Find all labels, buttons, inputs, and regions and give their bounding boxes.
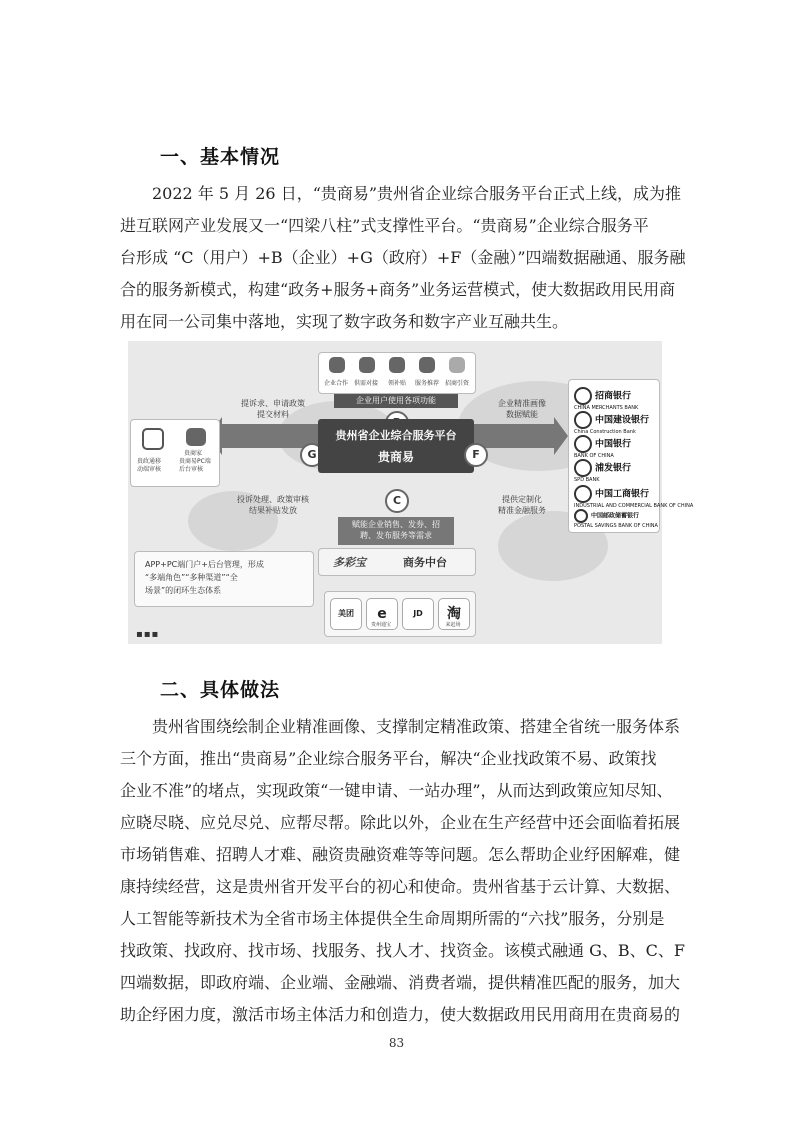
gov-app-1-label	[137, 458, 161, 474]
tab-label: 服务推荐	[415, 380, 440, 387]
text-line: 投诉处理、政策审核	[237, 495, 309, 504]
paragraph-line: 企业不准”的堵点，实现政策“一键申请、一站办理”，从而达到政策应知尽知、	[120, 781, 673, 800]
text-line: “多端角色”“多种渠道”“全	[145, 573, 238, 582]
platform-center	[318, 419, 474, 473]
bank-sub: China Construction Bank	[574, 429, 636, 435]
circle-c: C	[385, 489, 409, 513]
bank-logo-icon	[574, 387, 592, 405]
bank-logo-icon	[574, 459, 592, 477]
note-text	[145, 558, 264, 597]
paragraph-line: 2022 年 5 月 26 日，“贵商易”贵州省企业综合服务平台正式上线，成为推	[152, 184, 682, 203]
platform-diagram	[128, 341, 694, 644]
tab-label: 招商引资	[445, 380, 470, 387]
left-lower-text	[228, 494, 318, 516]
gov-app-icon	[142, 428, 164, 450]
bank-name: 招商银行	[595, 391, 632, 402]
paragraph-line: 找政策、找政府、找市场、找服务、找人才、找资金。该模式融通 G、B、C、F	[120, 941, 685, 960]
subsidy-icon	[389, 357, 405, 373]
text-line: APP+PC端门户+后台管理，形成	[145, 560, 264, 569]
bank-sub: CHINA MERCHANTS BANK	[574, 405, 639, 411]
bank-cmb	[574, 387, 654, 411]
text-line: 后台审核	[179, 466, 204, 473]
guizhoutong-icon: e	[366, 598, 398, 630]
bank-logo-icon	[574, 435, 592, 453]
bank-icbc	[574, 485, 694, 509]
bank-name: 中国建设银行	[595, 415, 650, 426]
enterprise-cooperation-icon	[329, 357, 345, 373]
paragraph-line: 用在同一公司集中落地，实现了数字政务和数字产业互融共生。	[120, 312, 569, 331]
meituan-icon: 美团	[330, 598, 362, 630]
gov-app-2-label	[179, 458, 211, 474]
bank-logo-icon	[574, 411, 592, 429]
paragraph-line: 四端数据，即政府端、企业端、金融端、消费者端，提供精准匹配的服务，加大	[120, 973, 681, 992]
bank-sub: INDUSTRIAL AND COMMERCIAL BANK OF CHINA	[574, 503, 694, 509]
gov-apps-box	[130, 419, 220, 487]
right-arrow-bar	[474, 424, 554, 448]
tab-label: 领补贴	[388, 380, 407, 387]
jd-icon: JD	[402, 598, 434, 630]
paragraph-line: 进互联网产业发展又一“四梁八柱”式支撑性平台。“贵商易”企业综合服务平	[120, 216, 649, 235]
user-functions-box	[318, 352, 476, 394]
commerce-box	[318, 548, 476, 576]
supply-demand-icon	[359, 357, 375, 373]
paragraph-line: 应晓尽晓、应兑尽兑、应帮尽帮。除此以外，企业在生产经营中还会面临着拓展	[120, 813, 681, 832]
bank-sub: BANK OF CHINA	[574, 453, 614, 459]
paragraph-line: 合的服务新模式，构建“政务+服务+商务”业务运营模式，使大数据政用民用商	[120, 280, 676, 299]
text-line: 精准金融服务	[498, 506, 546, 515]
guishangjia-icon	[186, 428, 206, 446]
left-upper-text	[228, 398, 318, 420]
paragraph-line: 三个方面，推出“贵商易”企业综合服务平台，解决“企业找政策不易、政策找	[120, 749, 657, 768]
paragraph-line: 市场销售难、招聘人才难、融资贵融资难等等问题。怎么帮助企业纾困解难，健	[120, 845, 681, 864]
text-line: 提诉求、申请政策	[241, 399, 305, 408]
taobao-icon: 淘	[438, 598, 470, 630]
app-sub: 贵州通宝	[370, 622, 391, 628]
text-line: 聘、发布服务等需求	[360, 531, 432, 540]
paragraph-line: 贵州省围绕绘制企业精准画像、支撑制定精准政策、搭建全省统一服务体系	[152, 717, 681, 736]
bank-logo-icon	[574, 485, 592, 503]
tab-label: 供需对接	[354, 380, 379, 387]
left-arrow-bar	[220, 424, 318, 448]
bank-name: 中国工商银行	[595, 489, 650, 500]
commerce-brand: 多彩宝	[333, 556, 366, 569]
paragraph-line: 助企纾困力度，激活市场主体活力和创造力，使大数据政用民用商用在贵商易的	[120, 1005, 681, 1024]
bank-boc	[574, 435, 654, 459]
bank-ccb	[574, 411, 654, 435]
bank-psbc	[574, 509, 658, 529]
paragraph-line: 台形成 “C（用户）+B（企业）+G（政府）+F（金融）”四端数据融通、服务融	[120, 248, 686, 267]
text-line: 贵商易PC端	[179, 458, 211, 465]
section-2-paragraph	[120, 711, 685, 1031]
right-arrow-head	[554, 417, 568, 455]
bank-spd	[574, 459, 654, 483]
platform-brand: 贵商易	[377, 450, 414, 464]
section-heading-2: 二、具体做法	[160, 679, 281, 701]
service-icon	[419, 357, 435, 373]
bank-name: 中国邮政储蓄银行	[591, 512, 640, 520]
bank-logo-icon	[574, 509, 588, 523]
bank-sub: SPD BANK	[574, 477, 600, 483]
text-line: 贵政通移	[137, 458, 162, 465]
platform-title: 贵州省企业综合服务平台	[335, 429, 457, 442]
dots-icon: ▪▪▪	[136, 629, 160, 640]
note-box	[134, 551, 314, 607]
text-line: 企业精准画像	[498, 399, 546, 408]
bank-name: 中国银行	[595, 439, 632, 450]
text-line: 场景”的闭环生态体系	[145, 586, 222, 595]
bank-name: 浦发银行	[595, 463, 632, 474]
app-sub: 来赶场	[445, 622, 461, 628]
investment-icon	[449, 357, 465, 373]
text-line: 提供定制化	[502, 495, 542, 504]
circle-g: G	[300, 443, 324, 467]
circle-f: F	[464, 443, 488, 467]
paragraph-line: 康持续经营，这是贵州省开发平台的初心和使命。贵州省基于云计算、大数据、	[120, 877, 681, 896]
text-line: 赋能企业销售、发券、招	[352, 520, 440, 529]
commerce-label: 商务中台	[403, 556, 447, 569]
bottom-caption	[338, 519, 454, 541]
text-line: 提交材料	[257, 410, 289, 419]
right-upper-text	[480, 398, 564, 420]
section-1-paragraph	[120, 178, 686, 338]
bank-sub: POSTAL SAVINGS BANK OF CHINA	[574, 523, 658, 529]
text-line: 数据赋能	[506, 410, 538, 419]
right-lower-text	[480, 494, 564, 516]
gov-app-name: 贵商家	[184, 450, 203, 457]
section-heading-1: 一、基本情况	[160, 146, 281, 168]
text-line: 动端审核	[137, 466, 162, 473]
page-number: 83	[388, 1036, 405, 1050]
text-line: 结果补贴发放	[249, 506, 297, 515]
tab-label: 企业合作	[324, 380, 349, 387]
top-caption: 企业用户使用各项功能	[356, 396, 436, 405]
paragraph-line: 人工智能等新技术为全省市场主体提供全生命周期所需的“六找”服务，分别是	[120, 909, 665, 928]
